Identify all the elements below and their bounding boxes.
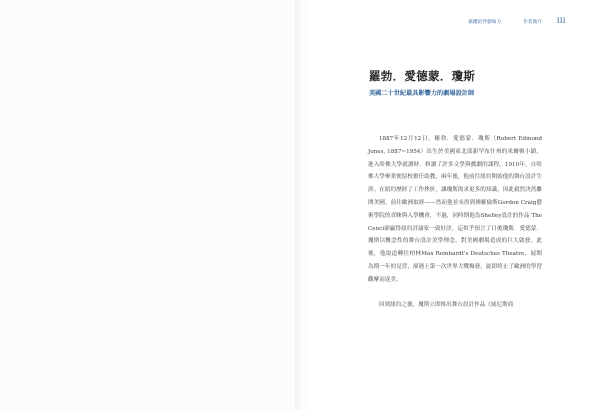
running-head-section: 作者簡介 [523, 20, 542, 25]
running-head-book-title: 蘋蹤陪伴劇場力 [468, 20, 502, 25]
page-number: iii [556, 16, 566, 25]
body-text [368, 133, 542, 312]
page-title: 羅勃．愛德蒙．瓊斯 [369, 69, 476, 83]
title-block [369, 68, 475, 97]
paragraph-1: 1887年12月12日，羅勃．愛德蒙．瓊斯（Robert Edmond Jones, 1887~1954）出生於美國東北部新罕布什州的米爾頓小鎮，進入哈佛大學就讀時，修讀了許多文學與戲劇的課程。1910年，自哈佛大學畢業便留校擔任助教，兩年後，他前往紐約開始他的舞台設計生涯。在紐約歷經了工作挫折，讓瓊斯渴求更多的知識，因此毅然決然離開美國，前往歐洲取經——然而他並未得到佛羅倫斯Gordon Craig藝術學院的青睞與入學機會，不過，同時期他為Shelley設計的作品 The Cenci卻贏得紐約評論家一致好評，這似乎預言了日後瓊斯．愛德蒙．瓊斯以概念性的舞台設計美學理念，對美國劇場造成的巨大啟發。此後，他取道轉往柏林Max Reinhardt's Deutsches Theatre，展開為期一年的見習，卻遇上第一次世界大戰爆發，旋即終止了歐洲的學習觀摩而返美。 [368, 136, 542, 283]
page-subtitle: 美國二十世紀最具影響力的劇場設計師 [369, 90, 475, 97]
book-gutter [295, 0, 309, 410]
running-head [468, 19, 542, 25]
paragraph-2: 回到紐約之後，瓊斯立即推出舞台設計作品《威尼斯商 [379, 302, 514, 309]
